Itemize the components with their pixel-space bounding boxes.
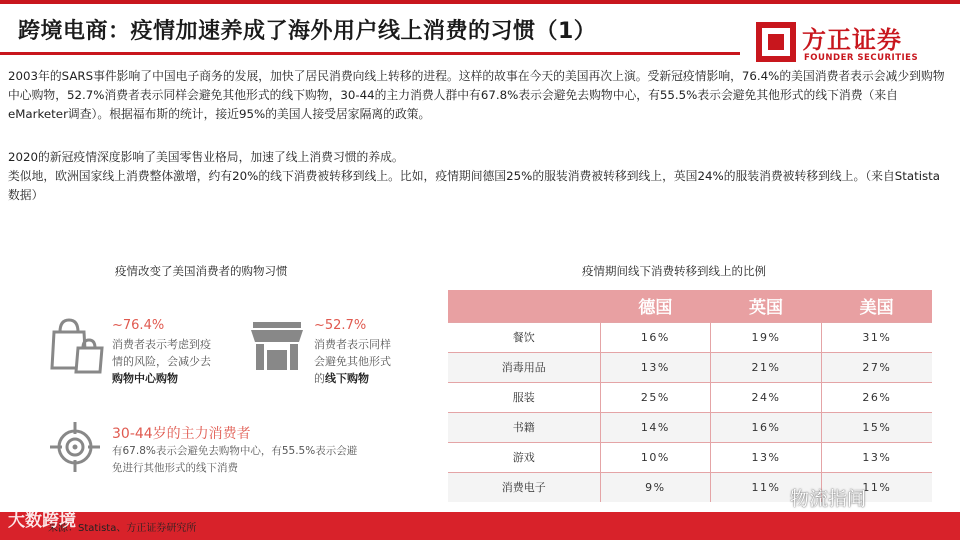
cell-germany: 25% (600, 382, 711, 412)
storefront-icon (249, 320, 305, 372)
founder-securities-logo (748, 22, 948, 68)
cell-uk: 16% (711, 412, 822, 442)
title-underline (0, 52, 740, 55)
top-accent-line (0, 0, 960, 4)
intro-paragraph-1: 2003年的SARS事件影响了中国电子商务的发展，加快了居民消费向线上转移的进程。这样的故事在今天的美国再次上演。受新冠疫情影响，76.4%的美国消费者表示会减少到购物中心购物，52.7%消费者表示同样会避免其他形式的线下购物，30-44的主力消费人群中有67.8%表示会避免去购物中心，有55.5%表示会避免其他形式的线下消费（来自eMarketer调查）。根据福布斯的统计，接近95%的美国人接受居家隔离的政策。 (8, 69, 945, 121)
watermark-left: 大数跨境 (8, 511, 76, 531)
table-row (448, 352, 932, 382)
table-header-uk: 英国 (711, 290, 822, 322)
cell-us: 11% (821, 472, 932, 502)
cell-uk: 21% (711, 352, 822, 382)
table-header-us: 美国 (821, 290, 932, 322)
table-header-blank (448, 290, 600, 322)
cell-germany: 13% (600, 352, 711, 382)
cell-germany: 10% (600, 442, 711, 472)
row-category: 餐饮 (448, 322, 600, 352)
page-title: 跨境电商：疫情加速养成了海外用户线上消费的习惯（1） (18, 19, 597, 44)
cell-uk: 11% (711, 472, 822, 502)
cell-germany: 16% (600, 322, 711, 352)
row-category: 消毒用品 (448, 352, 600, 382)
stat-52-description: 消费者表示同样 会避免其他形式 的线下购物 (314, 338, 391, 385)
cell-uk: 13% (711, 442, 822, 472)
intro-paragraph-2: 2020的新冠疫情深度影响了美国零售业格局，加速了线上消费习惯的养成。 (8, 150, 404, 164)
cell-germany: 14% (600, 412, 711, 442)
row-category: 游戏 (448, 442, 600, 472)
row-category: 书籍 (448, 412, 600, 442)
cell-us: 15% (821, 412, 932, 442)
cell-us: 26% (821, 382, 932, 412)
intro-paragraph-3: 类似地，欧洲国家线上消费整体激增，约有20%的线下消费被转移到线上。比如，疫情期间德国25%的服装消费被转移到线上，英国24%的服装消费被转移到线上。（来自Statista数据） (8, 169, 940, 202)
row-category: 服装 (448, 382, 600, 412)
cell-germany: 9% (600, 472, 711, 502)
shopping-bag-icon (48, 318, 106, 374)
watermark-right: 物流指闻 (790, 488, 867, 510)
stat-52-value: ~52.7% (314, 318, 367, 333)
main-consumer-description: 有67.8%表示会避免去购物中心，有55.5%表示会避 免进行其他形式的线下消费 (112, 445, 358, 474)
right-panel-title: 疫情期间线下消费转移到线上的比例 (582, 264, 766, 278)
table-row (448, 442, 932, 472)
row-category: 消费电子 (448, 472, 600, 502)
logo-text-cn: 方正证券 (802, 26, 902, 54)
cell-us: 31% (821, 322, 932, 352)
logo-text-en: FOUNDER SECURITIES (804, 53, 919, 63)
cell-us: 13% (821, 442, 932, 472)
left-panel-title: 疫情改变了美国消费者的购物习惯 (115, 264, 288, 278)
stat-76-description: 消费者表示考虑到疫 情的风险，会减少去 购物中心购物 (112, 338, 211, 385)
cell-us: 27% (821, 352, 932, 382)
cell-uk: 24% (711, 382, 822, 412)
source-note: 来源：Statista、方正证券研究所 (48, 523, 197, 534)
cell-uk: 19% (711, 322, 822, 352)
table-row (448, 412, 932, 442)
main-consumer-heading: 30-44岁的主力消费者 (112, 426, 251, 442)
table-row (448, 322, 932, 352)
table-row (448, 382, 932, 412)
offline-to-online-table (448, 290, 932, 502)
stat-76-value: ~76.4% (112, 318, 165, 333)
target-icon (48, 420, 102, 474)
table-header-row (448, 290, 932, 322)
table-header-germany: 德国 (600, 290, 711, 322)
logo-mark-icon (756, 22, 796, 62)
